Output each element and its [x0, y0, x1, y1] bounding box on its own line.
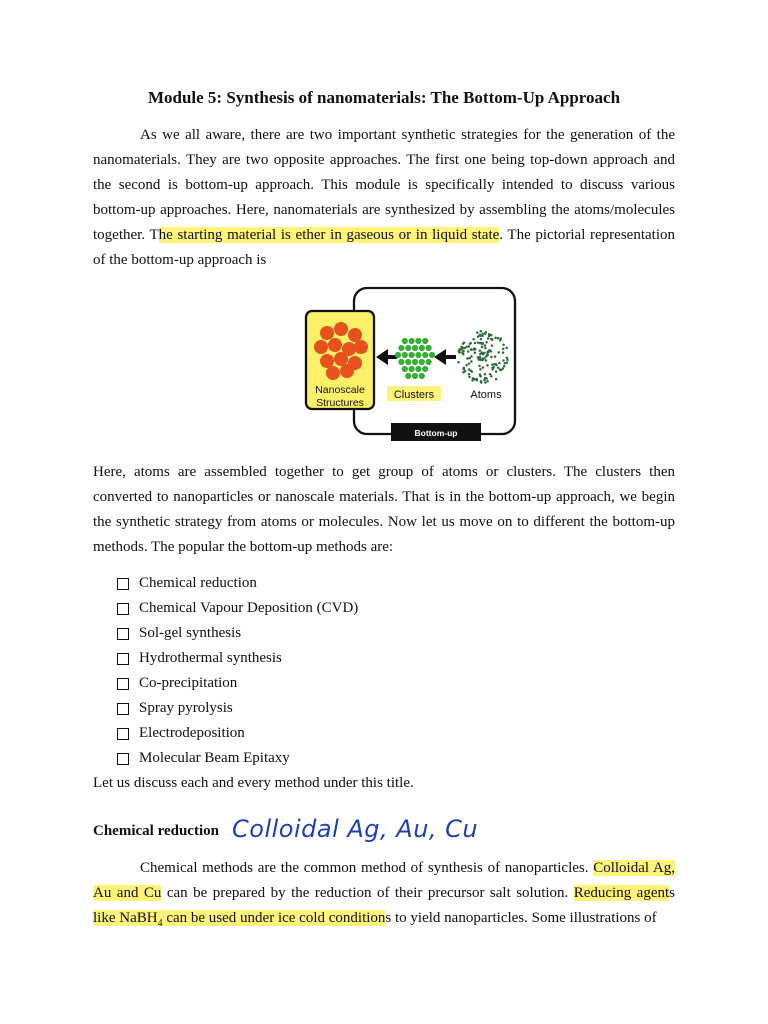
atom-dot	[479, 375, 482, 378]
cluster-dots	[395, 338, 435, 379]
arrow-left-icon	[376, 349, 397, 365]
checkbox-icon	[117, 728, 129, 740]
atom-dot	[474, 342, 477, 345]
atom-dot	[480, 330, 483, 333]
atom-dot	[498, 362, 501, 365]
atom-dot	[473, 347, 476, 350]
atoms-label: Atoms	[470, 389, 502, 401]
atom-dot	[488, 333, 491, 336]
cluster-dot	[402, 366, 408, 372]
atom-dot	[479, 349, 482, 352]
cluster-dot	[422, 352, 428, 358]
atom-dot	[502, 348, 505, 351]
atom-dot	[502, 344, 505, 347]
cluster-dot	[419, 373, 425, 379]
atom-dot	[468, 345, 471, 348]
atom-dot	[472, 338, 475, 341]
atom-dot	[503, 365, 506, 368]
atom-dot	[506, 361, 509, 364]
list-item: Chemical Vapour Deposition (CVD)	[117, 596, 358, 621]
intro-paragraph	[93, 123, 675, 273]
atom-dot	[467, 350, 470, 353]
atom-dot	[479, 368, 482, 371]
highlighted-text: he starting material is ether in gaseous or in liquid state	[158, 227, 500, 243]
atom-dot	[484, 381, 487, 384]
atom-dot	[494, 355, 497, 358]
cluster-dot	[405, 345, 411, 351]
handwritten-note	[232, 808, 482, 850]
checkbox-icon	[117, 578, 129, 590]
atom-dot	[490, 375, 493, 378]
atom-dot	[468, 368, 471, 371]
atom-dot	[481, 346, 484, 349]
nanoparticle-sphere	[328, 338, 342, 352]
cluster-dot	[398, 359, 404, 365]
atom-dot	[476, 331, 479, 334]
cluster-dot	[409, 366, 415, 372]
nanoparticle-sphere	[326, 366, 340, 380]
nanoparticle-sphere	[320, 354, 334, 368]
nanoparticle-sphere	[320, 326, 334, 340]
atom-dot	[502, 351, 505, 354]
atom-dot	[506, 357, 509, 360]
cluster-dot	[422, 366, 428, 372]
atom-dot	[461, 351, 464, 354]
nanoparticle-sphere	[334, 322, 348, 336]
highlighted-text: like NaBH$_4$ can be used under ice cold condition	[93, 910, 386, 929]
atom-dot	[484, 347, 487, 349]
nanoscale-label-1: Nanoscale	[315, 384, 365, 396]
page-title: Module 5: Synthesis of nanomaterials: The Bottom-Up Approach	[147, 88, 621, 107]
atom-dot	[468, 373, 471, 376]
atom-dot	[465, 364, 468, 367]
atom-dot	[468, 376, 471, 379]
atom-dot	[486, 364, 489, 367]
atom-dot	[497, 351, 500, 354]
atom-dot	[462, 347, 465, 350]
atom-dot	[493, 363, 496, 366]
checkbox-icon	[117, 703, 129, 715]
list-item: Hydrothermal synthesis	[117, 646, 358, 671]
bottom-up-label: Bottom-up	[414, 428, 458, 438]
cluster-dot	[415, 366, 421, 372]
atom-dot	[495, 370, 498, 373]
cluster-dot	[419, 345, 425, 351]
atom-dot	[486, 380, 489, 383]
atom-dot	[480, 381, 483, 384]
cluster-dot	[419, 359, 425, 365]
atom-dot	[470, 360, 473, 363]
atom-dot	[481, 335, 484, 338]
atom-dot	[491, 339, 494, 342]
atom-dot	[481, 332, 484, 335]
intro-text-2: . The pictorial representation of the bottom-up approach is	[93, 227, 675, 268]
atom-dot	[484, 373, 487, 376]
atom-dot	[482, 357, 485, 360]
atom-dot	[485, 341, 488, 344]
atom-dots	[457, 330, 509, 384]
cluster-dot	[409, 352, 415, 358]
atom-dot	[485, 359, 488, 362]
methods-intro-paragraph: Here, atoms are assembled together to get group of atoms or clusters. The clusters then converted to nanoparticles or nanoscale materials. That is in the bottom-up approach, we begin the synthetic strategy from atoms or molecules. Now let us move on to different the bottom-up methods. The popular the bottom-up methods are:	[93, 464, 675, 555]
atom-dot	[479, 334, 482, 337]
cluster-dot	[412, 373, 418, 379]
atom-dot	[487, 337, 490, 340]
atom-dot	[470, 348, 473, 351]
atom-dot	[491, 344, 494, 347]
atom-dot	[500, 369, 503, 372]
cluster-dot	[398, 345, 404, 351]
atom-dot	[491, 367, 494, 370]
cluster-dot	[412, 345, 418, 351]
atom-dot	[471, 379, 474, 382]
intro-text-1: As we all aware, there are two important synthetic strategies for the generation of the nanomaterials. They are two opposite approaches. The first one being top-down approach and the second is bottom-up approach. This module is specifically intended to discuss various bottom-up approaches. Here, nanomaterials are synthesized by assembling the atoms/molecules together. T	[93, 127, 675, 243]
cluster-dot	[395, 352, 401, 358]
atom-dot	[457, 361, 460, 364]
cluster-dot	[422, 338, 428, 344]
atom-dot	[462, 371, 465, 374]
list-item: Electrodeposition	[117, 721, 358, 746]
atom-dot	[477, 341, 480, 344]
atom-dot	[497, 367, 500, 370]
cluster-dot	[415, 338, 421, 344]
atom-dot	[502, 359, 505, 362]
bottom-up-diagram	[303, 285, 519, 445]
cluster-dot	[415, 352, 421, 358]
atom-dot	[489, 349, 492, 352]
arrow-left-icon	[434, 349, 456, 365]
cluster-dot	[405, 359, 411, 365]
nanoparticle-sphere	[340, 364, 354, 378]
atom-dot	[505, 347, 508, 350]
cluster-dot	[426, 359, 432, 365]
process-loop-frame	[354, 288, 515, 434]
cluster-dot	[412, 359, 418, 365]
atom-dot	[483, 379, 486, 382]
checkbox-icon	[117, 753, 129, 765]
cluster-dot	[426, 345, 432, 351]
checkbox-icon	[117, 653, 129, 665]
atom-dot	[463, 367, 466, 370]
nanoparticle-sphere	[314, 340, 328, 354]
atom-dot	[480, 338, 483, 341]
checkbox-icon	[117, 603, 129, 615]
atom-dot	[481, 343, 484, 346]
chemical-reduction-paragraph: Chemical methods are the common method of synthesis of nanoparticles. Colloidal Ag, Au and Cu can be prepared by the reduction of their precursor salt solution. Reducing agents like NaBH$_4$ can be used under ice cold conditions to yield nanoparticles. Some illustrations of	[93, 860, 675, 929]
highlighted-text: Reducing agent	[573, 885, 670, 901]
cluster-dot	[405, 373, 411, 379]
atom-dot	[478, 365, 481, 368]
clusters-label: Clusters	[393, 389, 435, 401]
cluster-dot	[402, 352, 408, 358]
nanoparticle-sphere	[354, 340, 368, 354]
atom-dot	[468, 357, 471, 360]
atom-dot	[470, 355, 473, 358]
atom-dot	[463, 341, 466, 344]
cluster-dot	[429, 352, 435, 358]
nanoparticle-sphere	[348, 328, 362, 342]
section-heading: Chemical reduction	[93, 823, 219, 839]
highlighted-text: Colloidal Ag, Au and Cu	[93, 860, 675, 901]
discuss-line: Let us discuss each and every method under this title.	[93, 775, 414, 791]
atom-dot	[497, 337, 500, 340]
checkbox-icon	[117, 628, 129, 640]
atom-dot	[499, 339, 502, 342]
atom-dot	[494, 337, 497, 340]
list-item: Sol-gel synthesis	[117, 621, 358, 646]
atom-dot	[495, 378, 498, 381]
atom-dot	[484, 332, 487, 335]
atom-dot	[504, 362, 507, 365]
atom-dot	[468, 362, 471, 365]
atom-dot	[472, 377, 475, 380]
nanoscale-label-2: Structures	[316, 397, 364, 409]
atom-dot	[475, 378, 478, 381]
list-item: Co-precipitation	[117, 671, 358, 696]
cluster-dot	[402, 338, 408, 344]
atom-dot	[490, 356, 493, 359]
cluster-dot	[409, 338, 415, 344]
atom-dot	[484, 344, 487, 347]
atom-dot	[482, 366, 485, 369]
svg-text:Colloidal Ag, Au, Cu: Colloidal Ag, Au, Cu	[232, 815, 479, 843]
list-item: Molecular Beam Epitaxy	[117, 746, 358, 771]
atom-dot	[482, 353, 485, 356]
atom-dot	[485, 377, 488, 380]
atom-dot	[474, 351, 477, 354]
atom-dot	[477, 356, 480, 359]
atom-dot	[469, 342, 472, 345]
list-item: Chemical reduction	[117, 571, 358, 596]
list-item: Spray pyrolysis	[117, 696, 358, 721]
checkbox-icon	[117, 678, 129, 690]
methods-list	[117, 571, 358, 771]
atom-dot	[466, 357, 469, 360]
atom-dot	[486, 354, 489, 357]
nanoparticle-sphere	[334, 352, 348, 366]
atom-dot	[489, 373, 492, 376]
